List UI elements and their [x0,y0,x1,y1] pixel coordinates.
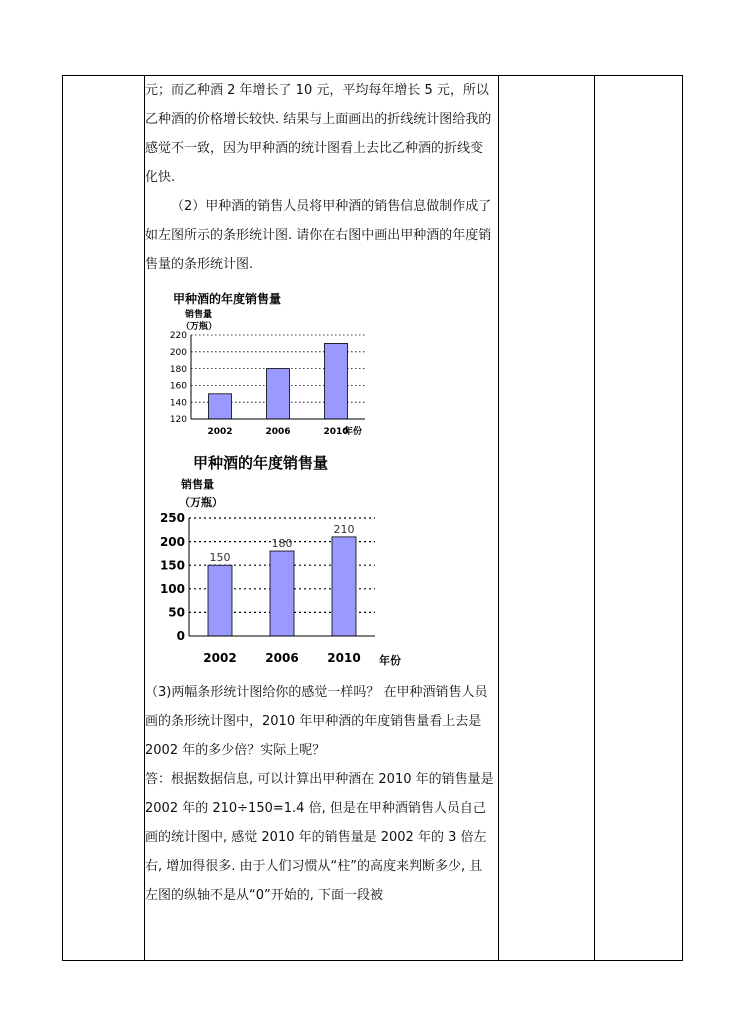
paragraph-3: （3)两幅条形统计图给你的感觉一样吗？ 在甲种酒销售人员画的条形统计图中，2010 年甲种酒的年度销售量看上去是 2002 年的多少倍？实际上呢？ [145,685,488,758]
y-tick-label: 220 [169,331,187,342]
y-axis-label: 销售量 [181,478,214,491]
x-tick-label: 2010 [327,651,361,665]
x-axis-label: 年份 [344,427,363,437]
bar [332,537,356,636]
y-axis-unit: （万瓶） [179,496,223,509]
bar [267,369,290,419]
y-tick-label: 160 [169,381,187,392]
table-divider [498,76,499,960]
y-tick-label: 140 [169,398,187,409]
data-label: 150 [209,551,231,565]
y-axis-label: 销售量 [185,310,213,320]
y-tick-label: 200 [159,534,185,549]
y-tick-label: 50 [168,605,185,620]
table-divider [594,76,595,960]
bar [325,343,348,419]
chart-title: 甲种酒的年度销售量 [193,454,329,472]
x-tick-label: 2010 [323,427,349,437]
x-tick-label: 2002 [203,651,237,665]
x-tick-label: 2002 [207,427,233,437]
x-tick-label: 2006 [265,651,299,665]
paragraph-4: 答：根据数据信息, 可以计算出甲种酒在 2010 年的销售量是 2002 年的 210÷150=1.4 倍, 但是在甲种酒销售人员自己画的统计图中, 感觉 2010 年的销售量是 2002 年的 3 倍左右, 增加得很多. 由于人们习惯从“柱”的高度来判断多少, 且左图的纵轴不是从“0”开始的, 下面一段被 [145,772,494,903]
y-tick-label: 180 [169,364,187,375]
y-tick-label: 120 [169,415,187,426]
bar-chart-full-axis [145,450,425,678]
data-label: 210 [333,522,355,536]
y-tick-label: 250 [159,511,185,526]
bar-chart-truncated-axis [145,289,385,444]
data-label: 180 [271,537,293,551]
x-axis-label: 年份 [379,654,401,667]
y-tick-label: 0 [176,629,185,644]
bar [270,551,294,636]
paragraph-2: （2）甲种酒的销售人员将甲种酒的销售信息做制作成了如左图所示的条形统计图. 请你在右图中画出甲种酒的年度销售量的条形统计图. [145,199,492,272]
y-tick-label: 200 [169,347,187,358]
y-tick-label: 100 [159,582,185,596]
bar [209,394,232,419]
bar [208,565,232,636]
chart-title: 甲种酒的年度销售量 [173,292,282,306]
lesson-content [145,76,495,910]
paragraph-1: 元；而乙种酒 2 年增长了 10 元，平均每年增长 5 元，所以乙种酒的价格增长较快. 结果与上面画出的折线统计图给我的感觉不一致，因为甲种酒的统计图看上去比乙种酒的折线变化快. [145,83,492,185]
y-axis-unit: （万瓶） [181,322,218,332]
y-tick-label: 150 [159,558,185,573]
x-tick-label: 2006 [265,427,291,437]
